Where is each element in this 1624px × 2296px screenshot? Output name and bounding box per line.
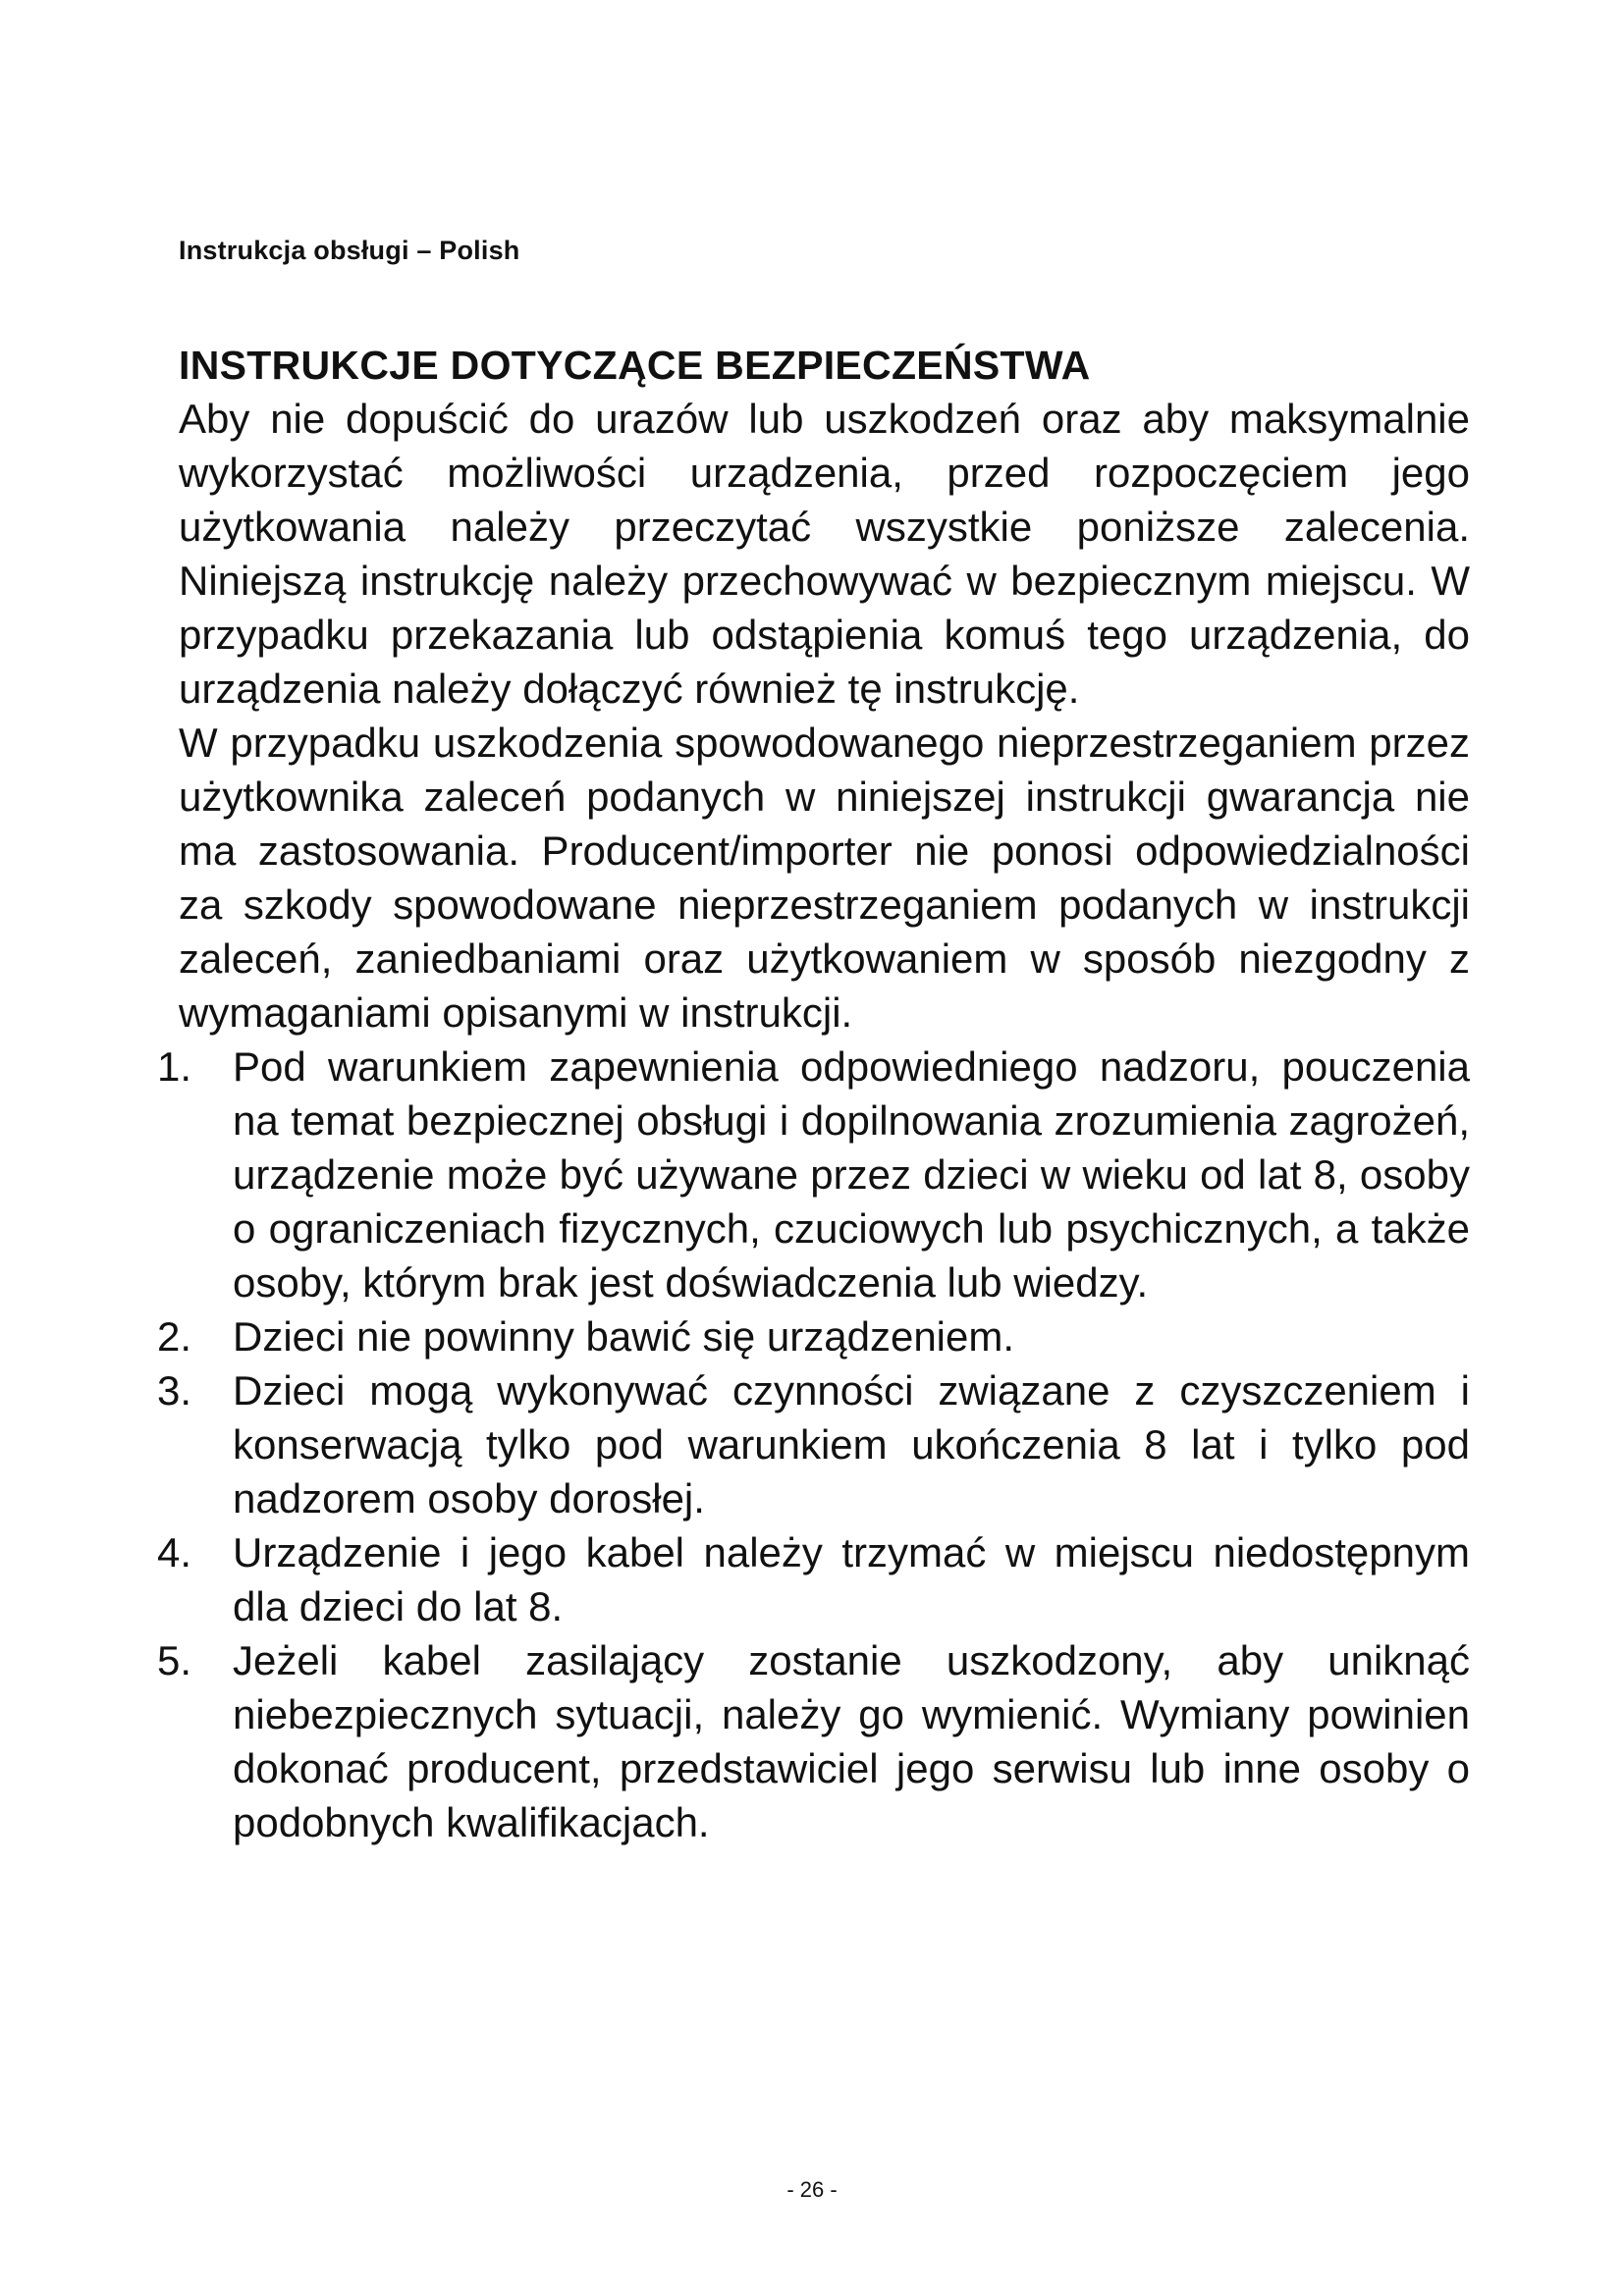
safety-rules-list	[157, 1040, 1470, 1849]
list-item-text: Jeżeli kabel zasilający zostanie uszkodzony, aby uniknąć niebezpiecznych sytuacji, należy go wymienić. Wymiany powinien dokonać producent, przedstawiciel jego serwisu lub inne osoby o podobnych kwalifikacjach.	[233, 1637, 1470, 1845]
list-item-number: 4.	[157, 1529, 192, 1575]
list-item	[157, 1525, 1470, 1633]
list-item-number: 3.	[157, 1367, 192, 1414]
list-item-text: Pod warunkiem zapewnienia odpowiedniego nadzoru, pouczenia na temat bezpiecznej obsługi i dopilnowania zrozumienia zagrożeń, urządzenie może być używane przez dzieci w wieku od lat 8, osoby o ograniczeniach fizycznych, czuciowych lub psychicznych, a także osoby, którym brak jest doświadczenia lub wiedzy.	[233, 1043, 1470, 1306]
intro-paragraph: Aby nie dopuścić do urazów lub uszkodzeń oraz aby maksymalnie wykorzystać możliwości urządzenia, przed rozpoczęciem jego użytkowania należy przeczytać wszystkie poniższe zalecenia. Niniejszą instrukcję należy przechowywać w bezpiecznym miejscu. W przypadku przekazania lub odstąpienia komuś tego urządzenia, do urządzenia należy dołączyć również tę instrukcję.	[179, 396, 1470, 712]
page-number: - 26 -	[786, 2177, 838, 2202]
section-title: INSTRUKCJE DOTYCZĄCE BEZPIECZEŃSTWA	[179, 343, 1091, 388]
list-item	[157, 1040, 1470, 1309]
list-item-number: 2.	[157, 1313, 192, 1360]
safety-section	[157, 339, 1470, 1849]
list-item-number: 1.	[157, 1043, 192, 1090]
list-item-text: Dzieci nie powinny bawić się urządzeniem.	[233, 1313, 1015, 1360]
list-item	[157, 1309, 1470, 1363]
list-item-number: 5.	[157, 1637, 192, 1683]
list-item-text: Urządzenie i jego kabel należy trzymać w miejscu niedostępnym dla dzieci do lat 8.	[233, 1529, 1470, 1629]
list-item-text: Dzieci mogą wykonywać czynności związane z czyszczeniem i konserwacją tylko pod warunkiem ukończenia 8 lat i tylko pod nadzorem osoby dorosłej.	[233, 1367, 1470, 1522]
list-item	[157, 1363, 1470, 1525]
warranty-paragraph: W przypadku uszkodzenia spowodowanego nieprzestrzeganiem przez użytkownika zaleceń podanych w niniejszej instrukcji gwarancja nie ma zastosowania. Producent/importer nie ponosi odpowiedzialności za szkody spowodowane nieprzestrzeganiem podanych w instrukcji zaleceń, zaniedbaniami oraz użytkowaniem w sposób niezgodny z wymaganiami opisanymi w instrukcji.	[179, 720, 1470, 1036]
running-header: Instrukcja obsługi – Polish	[179, 236, 520, 265]
list-item	[157, 1633, 1470, 1849]
